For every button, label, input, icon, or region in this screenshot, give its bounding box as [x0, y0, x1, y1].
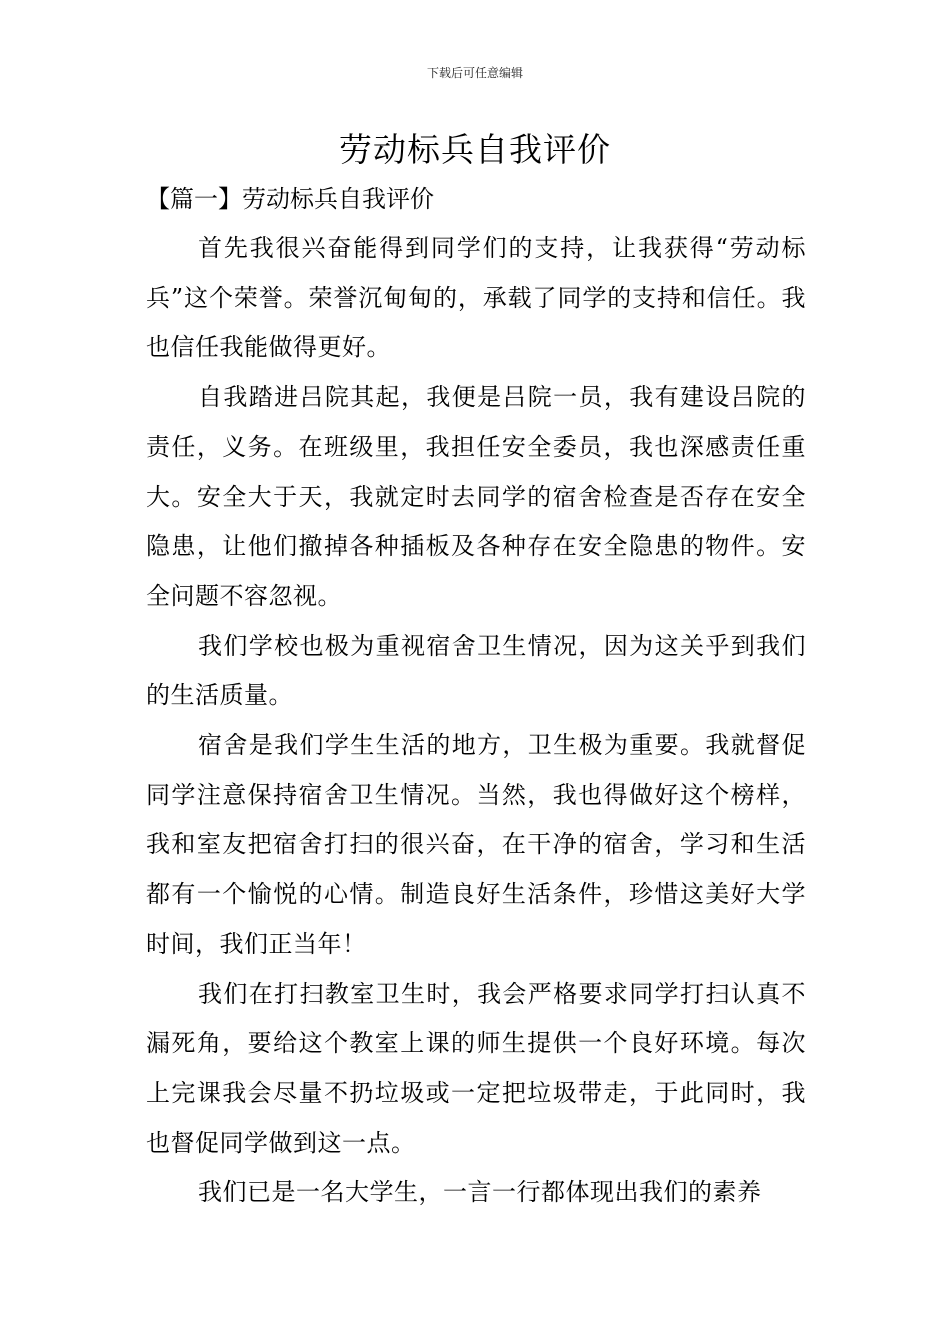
- page-header-note: 下载后可任意编辑: [426, 66, 523, 80]
- paragraph: 我们已是一名大学生，一言一行都体现出我们的素养: [198, 1178, 762, 1207]
- section-heading: 【篇一】劳动标兵自我评价: [146, 185, 434, 213]
- paragraph: 自我踏进吕院其起，我便是吕院一员，我有建设吕院的责任，义务。在班级里，我担任安全委员，我也深感责任重大。安全大于天，我就定时去同学的宿舍检查是否存在安全隐患，让他们撤掉各种插板及各种存在安全隐患的物件。安全问题不容忽视。: [146, 383, 806, 610]
- document-body: [146, 175, 806, 1218]
- paragraph: 宿舍是我们学生生活的地方，卫生极为重要。我就督促同学注意保持宿舍卫生情况。当然，我也得做好这个榜样，我和室友把宿舍打扫的很兴奋，在干净的宿舍，学习和生活都有一个愉悦的心情。制造良好生活条件，珍惜这美好大学时间，我们正当年！: [146, 731, 806, 958]
- paragraph: 首先我很兴奋能得到同学们的支持，让我获得“劳动标兵”这个荣誉。荣誉沉甸甸的，承载了同学的支持和信任。我也信任我能做得更好。: [146, 234, 806, 362]
- paragraph: 我们在打扫教室卫生时，我会严格要求同学打扫认真不漏死角，要给这个教室上课的师生提供一个良好环境。每次上完课我会尽量不扔垃圾或一定把垃圾带走，于此同时，我也督促同学做到这一点。: [146, 979, 806, 1157]
- document-title: 劳动标兵自我评价: [339, 130, 611, 169]
- paragraph: 我们学校也极为重视宿舍卫生情况，因为这关乎到我们的生活质量。: [146, 631, 806, 710]
